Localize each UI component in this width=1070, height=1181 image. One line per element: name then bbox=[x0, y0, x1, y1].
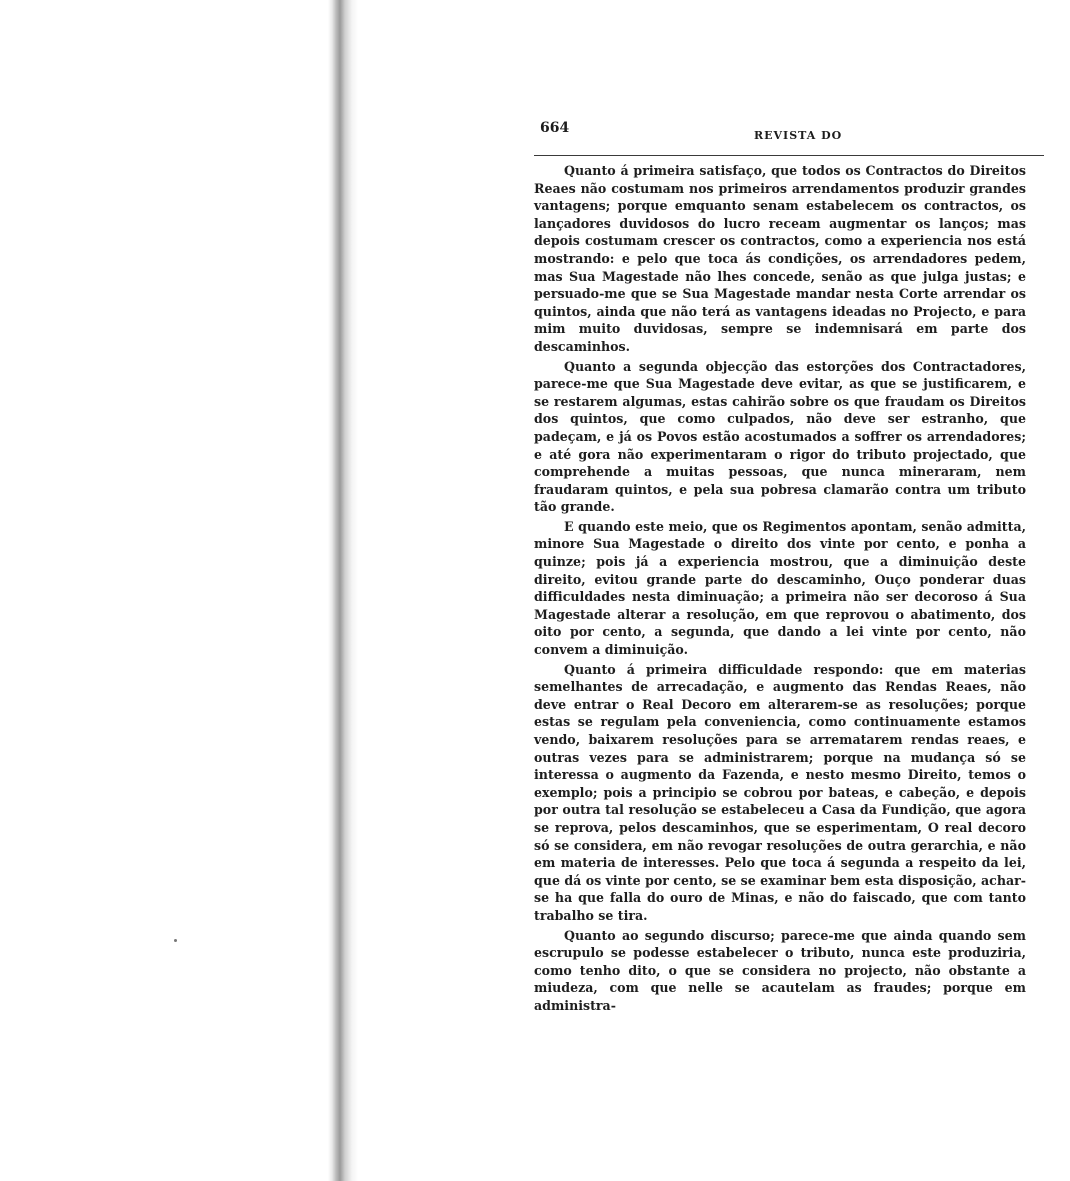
paragraph-2: Quanto a segunda objecção das estorções dos Contractadores, parece-me que Sua Magestade deve evitar, as que se justificarem, e se restarem algumas, estas cahirão sobre os que fraudam os Direitos dos quintos, que como culpados, não deve ser estranho, que padeçam, e já os Povos estão acostumados a soffrer os arrendadores; e até gora não experimentaram o rigor do tributo projectado, que comprehende a muitas pessoas, que nunca mineraram, nem fraudaram quintos, e pela sua pobresa clamarão contra um tributo tão grande. bbox=[534, 358, 1026, 515]
right-page bbox=[358, 0, 1070, 1181]
page-number: 664 bbox=[540, 120, 570, 136]
paragraph-1: Quanto á primeira satisfaço, que todos os Contractos do Direitos Reaes não costumam nos primeiros arrendamentos produzir grandes vantagens; porque emquanto senam estabelecem os contractos, os lançadores duvidosos do lucro receam augmentar os lanços; mas depois costumam crescer os contractos, como a experiencia nos está mostrando: e pelo que toca ás condições, os arrendadores pedem, mas Sua Magestade não lhes concede, senão as que julga justas; e persuado-me que se Sua Magestade mandar nesta Corte arrendar os quintos, ainda que não terá as vantagens ideadas no Projecto, e para mim muito duvidosas, sempre se indemnisará em parte dos descaminhos. bbox=[534, 163, 1026, 354]
book-gutter bbox=[328, 0, 358, 1181]
paragraph-4: Quanto á primeira difficuldade respondo: que em materias semelhantes de arrecadação, e augmento das Rendas Reaes, não deve entrar o Real Decoro em alterarem-se as resoluções; porque estas se regulam pela conveniencia, como continuamente estamos vendo, baixarem resoluções para se arrematarem rendas reaes, e outras vezes para se administrarem; porque na mudança só se interessa o augmento da Fazenda, e nesto mesmo Direito, temos o exemplo; pois a principio se cobrou por bateas, e cabeção, e depois por outra tal resolução se estabeleceu a Casa da Fundição, que agora se reprova, pelos descaminhos, que se esperimentam, O real decoro só se considera, em não revogar resoluções de outra gerarchia, e não em materia de interesses. Pelo que toca á segunda a respeito da lei, que dá os vinte por cento, se se examinar bem esta disposição, achar-se ha que falla do ouro de Minas, e não do faiscado, que com tanto trabalho se tira. bbox=[534, 661, 1026, 923]
paragraph-3: E quando este meio, que os Regimentos apontam, senão admitta, minore Sua Magestade o direito dos vinte por cento, e ponha a quinze; pois já a experiencia mostrou, que a diminuição deste direito, evitou grande parte do descaminho, Ouço ponderar duas difficuldades nesta diminuação; a primeira não ser decoroso á Sua Magestade alterar a resolução, em que reprovou o abatimento, dos oito por cento, a segunda, que dando a lei vinte por cento, não convem a diminuição. bbox=[534, 518, 1026, 658]
header-rule bbox=[534, 155, 1044, 156]
running-title: REVISTA DO bbox=[754, 129, 843, 142]
scan-speck bbox=[174, 939, 177, 942]
paragraph-5: Quanto ao segundo discurso; parece-me que ainda quando sem escrupulo se podesse estabelecer o tributo, nunca este produziria, como tenho dito, o que se considera no projecto, não obstante a miudeza, com que nelle se acautelam as fraudes; porque em administra- bbox=[534, 927, 1026, 1013]
running-head bbox=[540, 120, 1042, 142]
body-text bbox=[534, 162, 1026, 1017]
left-page-blank bbox=[0, 0, 330, 1181]
